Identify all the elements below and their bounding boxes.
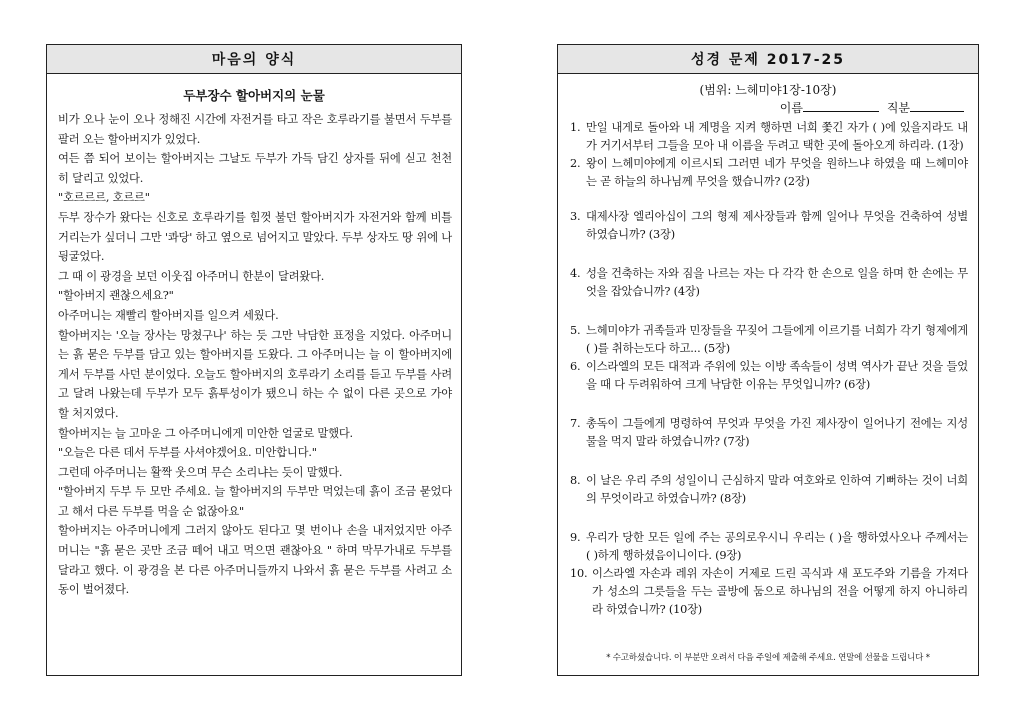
story-paragraph: 할아버지는 늘 고마운 그 아주머니에게 미안한 얼굴로 말했다. [58, 426, 353, 440]
question-list [558, 119, 978, 619]
story-paragraph: "할아버지 두부 두 모만 주세요. 늘 할아버지의 두부만 먹었는데 흙이 조금 묻었다고 해서 다른 두부를 먹을 순 없잖아요" [58, 485, 452, 518]
devotional-panel [46, 44, 462, 676]
devotional-header: 마음의 양식 [47, 45, 461, 74]
story-title: 두부장수 할아버지의 눈물 [183, 88, 325, 103]
question-item: 7. 총독이 그들에게 명령하여 무엇과 무엇을 가진 제사장이 일어나기 전에는 지성물을 먹지 말라 하였습니까? (7장) [570, 417, 968, 448]
position-label: 직분 [886, 101, 910, 115]
story-paragraph: 할아버지는 '오늘 장사는 망쳤구나' 하는 듯 그만 낙담한 표정을 지었다. 아주머니는 흙 묻은 두부를 담고 있는 할아버지를 도왔다. 그 아주머니는 늘 이 할아버지에게서 두부를 사던 분이었다. 오늘도 할아버지의 호루라기 소리를 듣고 두부를 사려고 달려 나왔는데 두부가 모두 흙투성이가 됐으니 하는 수 없이 다른 곳으로 가야 할 처지였다. [58, 328, 452, 420]
name-line [558, 99, 978, 117]
name-label: 이름 [779, 101, 803, 115]
question-item: 4. 성을 건축하는 자와 짐을 나르는 자는 다 각각 한 손으로 일을 하며 한 손에는 무엇을 잡았습니까? (4장) [570, 267, 968, 298]
question-item: 9. 우리가 당한 모든 일에 주는 공의로우시니 우리는 ( )을 행하였사오나 주께서는 ( )하게 행하셨음이니이다. (9장) [570, 531, 968, 562]
question-item: 5. 느헤미야가 귀족들과 민장들을 꾸짖어 그들에게 이르기를 너희가 각기 형제에게 ( )를 취하는도다 하고... (5장) [570, 324, 968, 355]
story-paragraph: 두부 장수가 왔다는 신호로 호루라기를 힘껏 불던 할아버지가 자전거와 함께 비틀거리는가 싶더니 그만 '콰당' 하고 옆으로 넘어지고 말았다. 두부 상자도 땅 위에 나뒹굴었다. [58, 210, 452, 264]
question-item: 8. 이 날은 우리 주의 성일이니 근심하지 말라 여호와로 인하여 기뻐하는 것이 너희의 무엇이라고 하였습니까? (8장) [570, 474, 968, 505]
quiz-range: (범위: 느헤미야1장-10장) [699, 83, 837, 97]
story-paragraph: "오늘은 다른 데서 두부를 사셔야겠어요. 미안합니다." [58, 446, 317, 460]
question-item: 3. 대제사장 엘리아십이 그의 형제 제사장들과 함께 일어나 무엇을 건축하여 성별하였습니까? (3장) [570, 210, 968, 241]
position-blank[interactable] [910, 99, 964, 112]
story-paragraph: 그런데 아주머니는 활짝 웃으며 무슨 소리냐는 듯이 말했다. [58, 465, 343, 479]
question-item: 2. 왕이 느헤미야에게 이르시되 그러면 네가 무엇을 원하느냐 하였을 때 느헤미야는 곧 하늘의 하나님께 무엇을 했습니까? (2장) [570, 157, 968, 188]
story-paragraph: 여든 쯤 되어 보이는 할아버지는 그날도 두부가 가득 담긴 상자를 뒤에 싣고 천천히 달리고 있었다. [58, 152, 452, 185]
story-body [47, 110, 461, 600]
story-paragraph: 아주머니는 재빨리 할아버지를 일으켜 세웠다. [58, 308, 279, 322]
footer-note: * 수고하셨습니다. 이 부분만 오려서 다음 주일에 제출해 주세요. 연말에 선물을 드립니다 * [606, 653, 930, 663]
question-item: 6. 이스라엘의 모든 대적과 주위에 있는 이방 족속들이 성벽 역사가 끝난 것을 들었을 때 다 두려워하여 크게 낙담한 이유는 무엇입니까? (6장) [570, 360, 968, 391]
story-paragraph: "할아버지 괜찮으세요?" [58, 289, 174, 303]
story-paragraph: "호르르르, 호르르" [58, 191, 150, 205]
story-paragraph: 그 때 이 광경을 보던 이웃집 아주머니 한분이 달려왔다. [58, 269, 325, 283]
question-item: 1. 만일 내게로 돌아와 내 계명을 지켜 행하면 너희 쫓긴 자가 ( )에 있을지라도 내가 거기서부터 그들을 모아 내 이름을 두려고 택한 곳에 돌아오게 하리라. (1장) [570, 121, 968, 152]
question-item: 10. 이스라엘 자손과 레위 자손이 거제로 드린 곡식과 새 포도주와 기름을 가져다가 성소의 그릇들을 두는 골방에 둠으로 하나님의 전을 어떻게 하지 아니하리라 하였습니까? (10장) [570, 567, 968, 616]
name-blank[interactable] [803, 99, 879, 112]
story-paragraph: 할아버지는 아주머니에게 그러지 않아도 된다고 몇 번이나 손을 내저었지만 아주머니는 "흙 묻은 곳만 조금 떼어 내고 먹으면 괜찮아요 " 하며 막무가내로 두부를 달라고 했다. 이 광경을 본 다른 아주머니들까지 나와서 흙 묻은 두부를 사려고 소동이 벌어졌다. [58, 524, 452, 597]
story-paragraph: 비가 오나 눈이 오나 정해진 시간에 자전거를 타고 작은 호루라기를 불면서 두부를 팔러 오는 할아버지가 있었다. [58, 113, 452, 146]
quiz-header: 성경 문제 2017-25 [558, 45, 978, 74]
quiz-panel [557, 44, 979, 676]
